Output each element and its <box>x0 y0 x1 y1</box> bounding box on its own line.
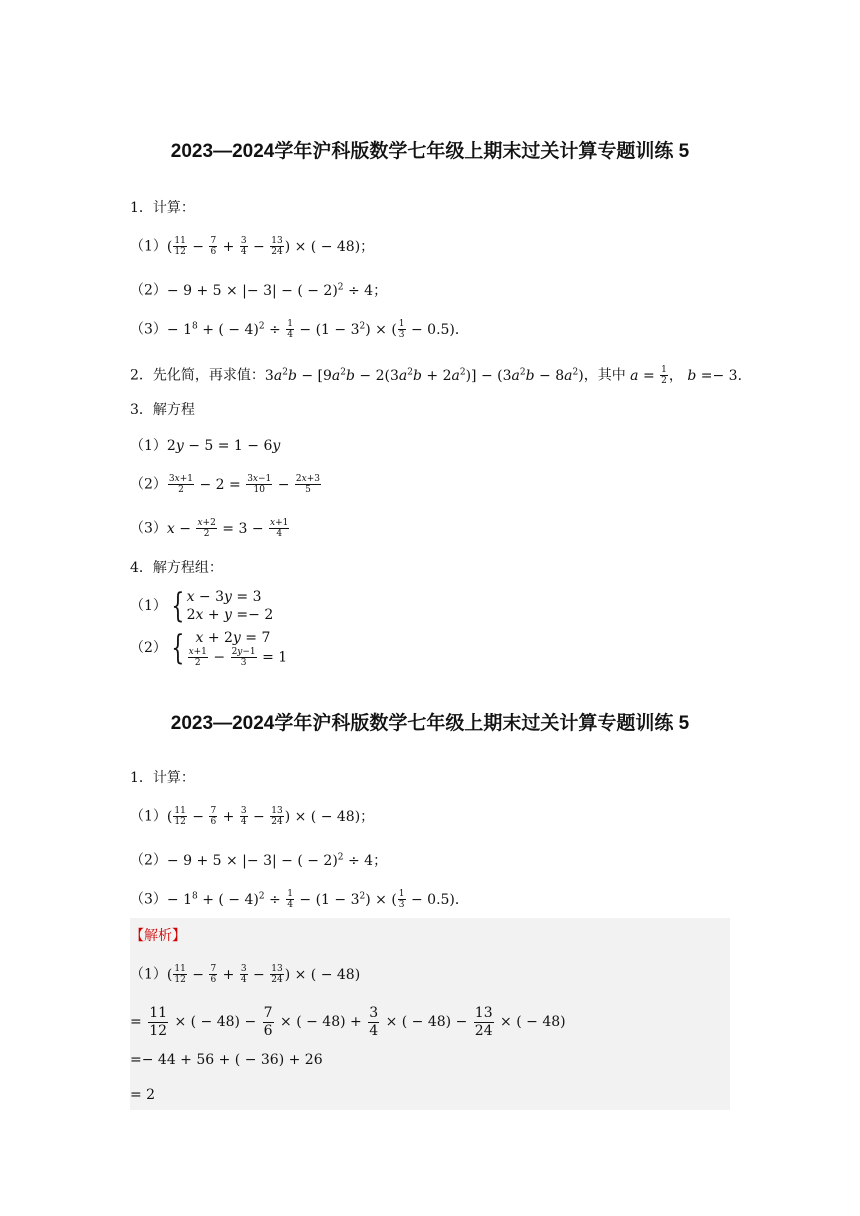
solution-line-3: =− 44 + 56 + ( − 36) + 26 <box>130 1052 323 1068</box>
part-label: （1） <box>130 438 167 454</box>
question-4-part-1: （1） { x − 3y = 3 2x + y =− 2 <box>130 586 274 626</box>
part-label: （3） <box>130 891 167 908</box>
question-1-part-3-repeat: $(3)- 1^8$ + ( − 4)$^2$ ÷ $\frac{1}{4}$ − $(1 - 3^2)$ × ( $\frac{1}{3}$ − 0.5)． <box>130 889 469 911</box>
question-1-part-1-repeat: （1）( $\frac{11}{12}$ − $\frac{7}{6}$ + $\frac{3}{4}$ − $\frac{13}{24}$ ) × ( − 48)； <box>130 806 375 827</box>
question-2-heading: 2．先化简，再求值： <box>130 367 265 384</box>
question-3-heading: 3．解方程 <box>130 402 195 418</box>
question-1-part-1: （1）( $\frac{11}{12}$ − $\frac{7}{6}$ + $\frac{3}{4}$ − $\frac{13}{24}$ ) × ( − 48)； <box>130 236 375 257</box>
where-text: ，其中 <box>583 367 626 384</box>
question-1-part-2: （2）− 9 + 5 × |− 3| − ( − 2)$^2$ ÷ 4； <box>130 282 388 299</box>
solution-line-4: = 2 <box>130 1087 156 1103</box>
part-label: （3） <box>130 520 167 537</box>
part-label: （1） <box>130 808 167 825</box>
part-label: （2） <box>130 476 167 493</box>
question-4-part-2: （2） { x + 2y = 7 $\frac{x+1}{2}$ − $\frac{2y-1}{3}$ = 1 <box>130 628 288 668</box>
part-label: （2） <box>130 852 167 869</box>
analysis-tag: 【解析】 <box>130 928 186 944</box>
question-3-part-3: （3）x − $\frac{x+2}{2}$ = 3 − $\frac{x+1}{4}$ <box>130 518 289 539</box>
question-4-heading: 4．解方程组： <box>130 560 223 576</box>
solution-line-2: = $\frac{11}{12}$ × ( − 48) − $\frac{7}{6}$ × ( − 48) + $\frac{3}{4}$ × ( − 48) − $\frac{13}{24}$ × ( − 48) <box>130 1004 566 1039</box>
document-title: 2023—2024学年沪科版数学七年级上期末过关计算专题训练 5 <box>170 141 690 162</box>
part-label: （2） <box>130 640 167 656</box>
part-label: （3） <box>130 321 167 338</box>
part-label: （2） <box>130 282 167 299</box>
question-1-heading: 1．计算： <box>130 200 195 216</box>
document-title-repeat: 2023—2024学年沪科版数学七年级上期末过关计算专题训练 5 <box>170 713 690 734</box>
part-label: （1） <box>130 966 167 983</box>
solution-line-1: （1）( $\frac{11}{12}$ − $\frac{7}{6}$ + $\frac{3}{4}$ − $\frac{13}{24}$ ) × ( − 48) <box>130 964 361 985</box>
question-1-part-2-repeat: （2）− 9 + 5 × |− 3| − ( − 2)$^2$ ÷ 4； <box>130 852 388 869</box>
question-1-heading-repeat: 1．计算： <box>130 770 195 786</box>
question-3-part-2: （2） $\frac{3x+1}{2}$ − 2 = $\frac{3x-1}{10}$ − $\frac{2x+3}{5}$ <box>130 474 321 495</box>
part-label: （1） <box>130 598 167 614</box>
question-1-part-3: $(3)- 1^8$ + ( − 4)$^2$ ÷ $\frac{1}{4}$ − $(1 - 3^2)$ × ( $\frac{1}{3}$ − 0.5)． <box>130 319 469 341</box>
part-label: （1） <box>130 238 167 255</box>
question-3-part-1: （1）2y − 5 = 1 − 6y <box>130 438 281 454</box>
question-2: 2．先化简，再求值：$3a^2b - [9a^2b - 2(3a^2b + 2a^2)] - (3a^2b - 8a^2)$，其中 a = $\frac{1}{2}$ ， b =− 3． <box>130 365 752 387</box>
